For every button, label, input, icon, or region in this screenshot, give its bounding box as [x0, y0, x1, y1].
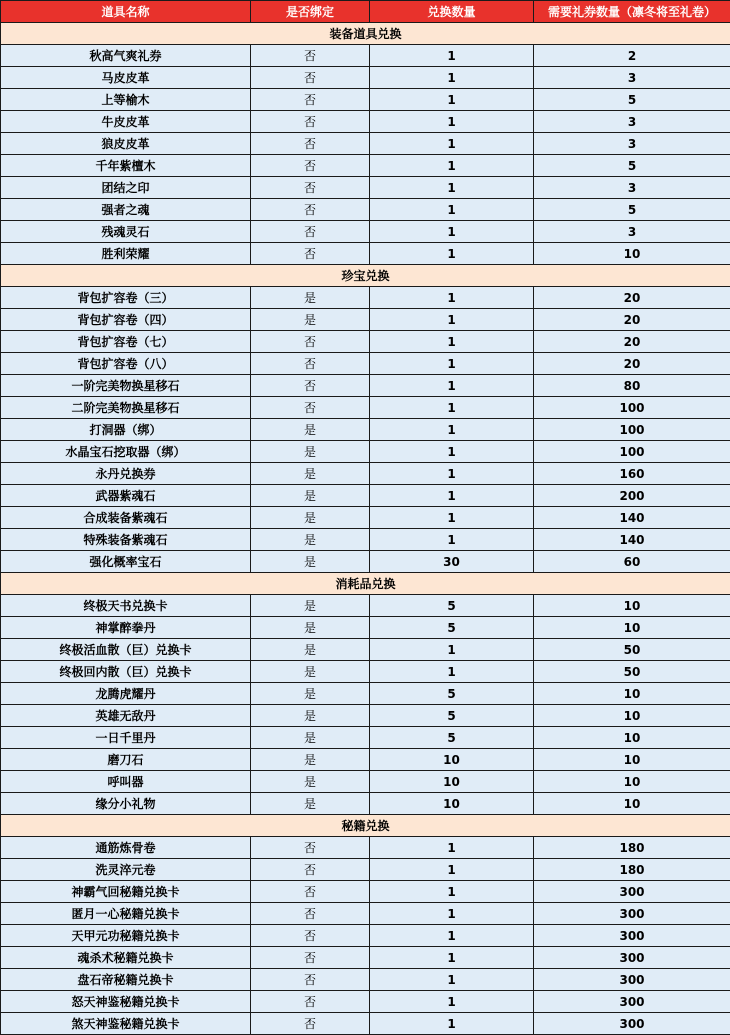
coupon-cost-cell: 160: [534, 463, 730, 485]
item-name-cell: 背包扩容卷（三）: [1, 287, 251, 309]
bound-cell: 是: [251, 551, 370, 573]
item-name-cell: 英雄无敌丹: [1, 705, 251, 727]
item-name-cell: 怒天神鉴秘籍兑换卡: [1, 991, 251, 1013]
quantity-cell: 1: [370, 45, 534, 67]
item-name-cell: 牛皮皮革: [1, 111, 251, 133]
item-name-cell: 残魂灵石: [1, 221, 251, 243]
table-row: [1, 177, 730, 199]
column-header-item-name: 道具名称: [1, 1, 251, 23]
table-row: [1, 133, 730, 155]
quantity-cell: 10: [370, 749, 534, 771]
table-row: [1, 903, 730, 925]
bound-cell: 否: [251, 199, 370, 221]
table-row: [1, 463, 730, 485]
table-row: [1, 67, 730, 89]
table-row: [1, 155, 730, 177]
item-name-cell: 特殊装备紫魂石: [1, 529, 251, 551]
quantity-cell: 1: [370, 419, 534, 441]
item-name-cell: 狼皮皮革: [1, 133, 251, 155]
column-header-bound: 是否绑定: [251, 1, 370, 23]
quantity-cell: 5: [370, 617, 534, 639]
item-name-cell: 强者之魂: [1, 199, 251, 221]
section-header-row: [1, 573, 730, 595]
table-row: [1, 991, 730, 1013]
item-name-cell: 千年紫檀木: [1, 155, 251, 177]
bound-cell: 否: [251, 221, 370, 243]
quantity-cell: 1: [370, 89, 534, 111]
coupon-cost-cell: 3: [534, 133, 730, 155]
coupon-cost-cell: 5: [534, 199, 730, 221]
table-row: [1, 683, 730, 705]
coupon-cost-cell: 5: [534, 89, 730, 111]
bound-cell: 是: [251, 617, 370, 639]
quantity-cell: 1: [370, 133, 534, 155]
table-row: [1, 551, 730, 573]
bound-cell: 否: [251, 881, 370, 903]
table-row: [1, 661, 730, 683]
table-row: [1, 771, 730, 793]
table-row: [1, 837, 730, 859]
quantity-cell: 1: [370, 639, 534, 661]
table-row: [1, 595, 730, 617]
quantity-cell: 1: [370, 837, 534, 859]
bound-cell: 否: [251, 353, 370, 375]
coupon-cost-cell: 300: [534, 991, 730, 1013]
table-row: [1, 881, 730, 903]
item-name-cell: 缘分小礼物: [1, 793, 251, 815]
coupon-cost-cell: 300: [534, 947, 730, 969]
coupon-cost-cell: 10: [534, 617, 730, 639]
bound-cell: 是: [251, 705, 370, 727]
coupon-cost-cell: 2: [534, 45, 730, 67]
coupon-cost-cell: 10: [534, 749, 730, 771]
table-row: [1, 419, 730, 441]
item-name-cell: 二阶完美物换星移石: [1, 397, 251, 419]
table-row: [1, 243, 730, 265]
quantity-cell: 1: [370, 463, 534, 485]
table-row: [1, 529, 730, 551]
coupon-cost-cell: 300: [534, 881, 730, 903]
item-name-cell: 一日千里丹: [1, 727, 251, 749]
bound-cell: 否: [251, 133, 370, 155]
quantity-cell: 1: [370, 947, 534, 969]
table-row: [1, 375, 730, 397]
coupon-cost-cell: 180: [534, 859, 730, 881]
quantity-cell: 1: [370, 881, 534, 903]
item-name-cell: 水晶宝石挖取器（绑）: [1, 441, 251, 463]
bound-cell: 否: [251, 375, 370, 397]
bound-cell: 否: [251, 111, 370, 133]
table-row: [1, 947, 730, 969]
coupon-cost-cell: 140: [534, 507, 730, 529]
bound-cell: 是: [251, 661, 370, 683]
coupon-cost-cell: 10: [534, 793, 730, 815]
table-row: [1, 221, 730, 243]
coupon-cost-cell: 80: [534, 375, 730, 397]
table-row: [1, 199, 730, 221]
quantity-cell: 1: [370, 67, 534, 89]
item-name-cell: 强化概率宝石: [1, 551, 251, 573]
item-name-cell: 洗灵淬元卷: [1, 859, 251, 881]
table-row: [1, 287, 730, 309]
coupon-cost-cell: 300: [534, 903, 730, 925]
table-row: [1, 397, 730, 419]
quantity-cell: 1: [370, 221, 534, 243]
bound-cell: 否: [251, 397, 370, 419]
section-header-row: [1, 815, 730, 837]
bound-cell: 是: [251, 683, 370, 705]
item-name-cell: 上等榆木: [1, 89, 251, 111]
item-name-cell: 魂杀术秘籍兑换卡: [1, 947, 251, 969]
item-name-cell: 通筋炼骨卷: [1, 837, 251, 859]
quantity-cell: 1: [370, 243, 534, 265]
coupon-cost-cell: 20: [534, 353, 730, 375]
coupon-cost-cell: 20: [534, 287, 730, 309]
section-header-row: [1, 23, 730, 45]
bound-cell: 否: [251, 969, 370, 991]
quantity-cell: 1: [370, 177, 534, 199]
bound-cell: 否: [251, 331, 370, 353]
bound-cell: 否: [251, 947, 370, 969]
table-row: [1, 859, 730, 881]
coupon-cost-cell: 3: [534, 221, 730, 243]
bound-cell: 是: [251, 595, 370, 617]
section-header-row: [1, 265, 730, 287]
bound-cell: 是: [251, 419, 370, 441]
quantity-cell: 30: [370, 551, 534, 573]
quantity-cell: 5: [370, 727, 534, 749]
coupon-cost-cell: 200: [534, 485, 730, 507]
coupon-cost-cell: 180: [534, 837, 730, 859]
table-row: [1, 925, 730, 947]
coupon-cost-cell: 10: [534, 705, 730, 727]
section-title: 消耗品兑换: [1, 573, 730, 595]
quantity-cell: 1: [370, 441, 534, 463]
coupon-cost-cell: 50: [534, 661, 730, 683]
coupon-cost-cell: 300: [534, 969, 730, 991]
coupon-cost-cell: 20: [534, 309, 730, 331]
coupon-cost-cell: 140: [534, 529, 730, 551]
coupon-cost-cell: 100: [534, 397, 730, 419]
coupon-cost-cell: 10: [534, 683, 730, 705]
quantity-cell: 1: [370, 859, 534, 881]
item-name-cell: 秋高气爽礼券: [1, 45, 251, 67]
bound-cell: 否: [251, 155, 370, 177]
bound-cell: 是: [251, 749, 370, 771]
item-name-cell: 终极回内散（巨）兑换卡: [1, 661, 251, 683]
coupon-cost-cell: 20: [534, 331, 730, 353]
coupon-cost-cell: 5: [534, 155, 730, 177]
item-name-cell: 龙腾虎耀丹: [1, 683, 251, 705]
quantity-cell: 1: [370, 969, 534, 991]
item-name-cell: 背包扩容卷（八）: [1, 353, 251, 375]
bound-cell: 是: [251, 507, 370, 529]
item-name-cell: 磨刀石: [1, 749, 251, 771]
coupon-cost-cell: 10: [534, 595, 730, 617]
bound-cell: 否: [251, 67, 370, 89]
bound-cell: 是: [251, 441, 370, 463]
item-name-cell: 武器紫魂石: [1, 485, 251, 507]
item-name-cell: 马皮皮革: [1, 67, 251, 89]
bound-cell: 是: [251, 463, 370, 485]
quantity-cell: 5: [370, 595, 534, 617]
coupon-cost-cell: 100: [534, 419, 730, 441]
table-row: [1, 969, 730, 991]
table-row: [1, 485, 730, 507]
table-row: [1, 89, 730, 111]
column-header-coupon-cost: 需要礼券数量（凛冬将至礼卷）: [534, 1, 730, 23]
bound-cell: 是: [251, 529, 370, 551]
section-title: 秘籍兑换: [1, 815, 730, 837]
bound-cell: 否: [251, 925, 370, 947]
item-name-cell: 终极活血散（巨）兑换卡: [1, 639, 251, 661]
table-row: [1, 727, 730, 749]
quantity-cell: 1: [370, 529, 534, 551]
bound-cell: 是: [251, 639, 370, 661]
table-row: [1, 353, 730, 375]
quantity-cell: 1: [370, 397, 534, 419]
coupon-cost-cell: 10: [534, 771, 730, 793]
bound-cell: 否: [251, 991, 370, 1013]
table-row: [1, 507, 730, 529]
table-header-row: [1, 1, 730, 23]
table-row: [1, 1013, 730, 1035]
table-row: [1, 45, 730, 67]
bound-cell: 否: [251, 903, 370, 925]
quantity-cell: 5: [370, 683, 534, 705]
table-row: [1, 639, 730, 661]
bound-cell: 是: [251, 287, 370, 309]
column-header-quantity: 兑换数量: [370, 1, 534, 23]
coupon-cost-cell: 300: [534, 925, 730, 947]
bound-cell: 是: [251, 793, 370, 815]
quantity-cell: 1: [370, 331, 534, 353]
item-name-cell: 神霸气回秘籍兑换卡: [1, 881, 251, 903]
quantity-cell: 1: [370, 375, 534, 397]
bound-cell: 是: [251, 727, 370, 749]
quantity-cell: 1: [370, 661, 534, 683]
bound-cell: 否: [251, 859, 370, 881]
table-row: [1, 705, 730, 727]
table-row: [1, 793, 730, 815]
bound-cell: 是: [251, 771, 370, 793]
table-row: [1, 441, 730, 463]
item-name-cell: 永丹兑换券: [1, 463, 251, 485]
bound-cell: 否: [251, 837, 370, 859]
coupon-cost-cell: 10: [534, 727, 730, 749]
quantity-cell: 1: [370, 353, 534, 375]
quantity-cell: 5: [370, 705, 534, 727]
bound-cell: 是: [251, 309, 370, 331]
coupon-cost-cell: 300: [534, 1013, 730, 1035]
item-name-cell: 背包扩容卷（七）: [1, 331, 251, 353]
bound-cell: 否: [251, 177, 370, 199]
coupon-cost-cell: 50: [534, 639, 730, 661]
quantity-cell: 1: [370, 155, 534, 177]
quantity-cell: 1: [370, 903, 534, 925]
coupon-cost-cell: 60: [534, 551, 730, 573]
quantity-cell: 1: [370, 1013, 534, 1035]
bound-cell: 否: [251, 243, 370, 265]
quantity-cell: 1: [370, 111, 534, 133]
table-row: [1, 309, 730, 331]
coupon-cost-cell: 3: [534, 177, 730, 199]
quantity-cell: 1: [370, 507, 534, 529]
item-name-cell: 团结之印: [1, 177, 251, 199]
item-name-cell: 盘石帝秘籍兑换卡: [1, 969, 251, 991]
table-row: [1, 749, 730, 771]
quantity-cell: 1: [370, 287, 534, 309]
table-row: [1, 111, 730, 133]
coupon-cost-cell: 3: [534, 67, 730, 89]
bound-cell: 是: [251, 485, 370, 507]
item-name-cell: 背包扩容卷（四）: [1, 309, 251, 331]
quantity-cell: 10: [370, 793, 534, 815]
item-name-cell: 呼叫器: [1, 771, 251, 793]
bound-cell: 否: [251, 89, 370, 111]
quantity-cell: 1: [370, 485, 534, 507]
coupon-cost-cell: 100: [534, 441, 730, 463]
table-row: [1, 617, 730, 639]
item-name-cell: 胜利荣耀: [1, 243, 251, 265]
quantity-cell: 10: [370, 771, 534, 793]
item-name-cell: 合成装备紫魂石: [1, 507, 251, 529]
item-name-cell: 一阶完美物换星移石: [1, 375, 251, 397]
bound-cell: 否: [251, 1013, 370, 1035]
item-name-cell: 神掌醉拳丹: [1, 617, 251, 639]
section-title: 珍宝兑换: [1, 265, 730, 287]
quantity-cell: 1: [370, 199, 534, 221]
item-name-cell: 打洞器（绑）: [1, 419, 251, 441]
item-name-cell: 匿月一心秘籍兑换卡: [1, 903, 251, 925]
table-row: [1, 331, 730, 353]
quantity-cell: 1: [370, 991, 534, 1013]
item-name-cell: 煞天神鉴秘籍兑换卡: [1, 1013, 251, 1035]
item-name-cell: 天甲元功秘籍兑换卡: [1, 925, 251, 947]
section-title: 装备道具兑换: [1, 23, 730, 45]
quantity-cell: 1: [370, 925, 534, 947]
coupon-cost-cell: 10: [534, 243, 730, 265]
coupon-cost-cell: 3: [534, 111, 730, 133]
bound-cell: 否: [251, 45, 370, 67]
quantity-cell: 1: [370, 309, 534, 331]
table-body: [1, 23, 730, 1035]
item-name-cell: 终极天书兑换卡: [1, 595, 251, 617]
